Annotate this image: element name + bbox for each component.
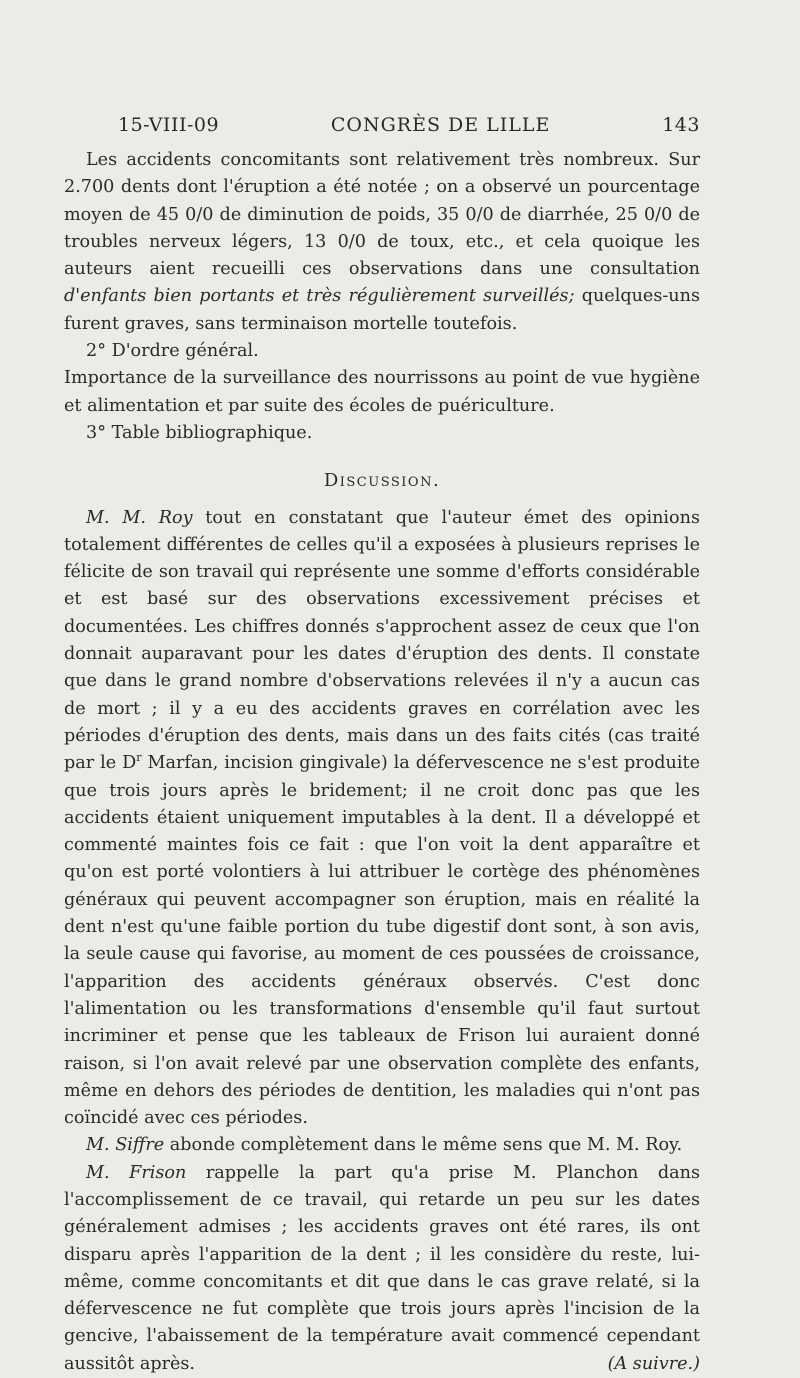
- header-date: 15-VIII-09: [118, 114, 220, 136]
- paragraph-siffre: [64, 1132, 700, 1159]
- paragraph-roy: [64, 505, 700, 1133]
- section-heading: Discussion.: [323, 470, 441, 492]
- paragraph-table-biblio: 3° Table bibliographique.: [86, 422, 313, 443]
- paragraph-text: abonde complètement dans le même sens que M. M. Roy.: [164, 1135, 683, 1156]
- paragraph-text: rappelle la part qu'a prise M. Planchon dans l'accomplissement de ce travail, qui retarde un peu sur les dates généralement admises ; les accidents graves ont été rares, ils ont disparu après l'apparition de la dent ; il les considère du reste, lui-même, comme concomitants et dit que dans le cas grave relaté, si la défervescence ne fut complète que trois jours après l'incision de la gencive, l'abaissement de la température avait commencé cependant aussitôt après.: [64, 1162, 700, 1374]
- superscript: r: [136, 751, 142, 765]
- paragraph-frison: [64, 1160, 700, 1378]
- paragraph-ordre-general: 2° D'ordre général.: [86, 341, 259, 362]
- paragraph-text: quelques-uns furent graves, sans terminaison mortelle toutefois.: [64, 286, 700, 334]
- header-title: CONGRÈS DE LILLE: [330, 114, 551, 136]
- paragraph-text: Les accidents concomitants sont relativement très nombreux. Sur 2.700 dents dont l'éruption a été notée ; on a observé un pourcentage moyen de 45 0/0 de diminution de poids, 35 0/0 de diarrhée, 25 0/0 de troubles nerveux légers, 13 0/0 de toux, etc., et cela quoique les auteurs aient recueilli ces observations dans une consultation: [64, 150, 700, 280]
- paragraph-text: tout en constatant que l'auteur émet des opinions totalement différentes de celles qu'il a exposées à plusieurs reprises le félicite de son travail qui représente une somme d'efforts considérable et est basé sur des observations excessivement précises et documentées. Les chiffres donnés s'approchent assez de ceux que l'on donnait auparavant pour les dates d'éruption des dents. Il constate que dans le grand nombre d'observations relevées il n'y a aucun cas de mort ; il y a eu des accidents graves en corrélation avec les périodes d'éruption des dents, mais dans un des faits cités (cas traité par le D: [64, 507, 700, 774]
- page-number: 143: [662, 114, 700, 136]
- page-body: [64, 147, 700, 1378]
- speaker-name: M. Frison: [86, 1162, 187, 1183]
- to-be-continued: (A suivre.): [607, 1353, 700, 1374]
- speaker-name: M. M. Roy: [86, 507, 193, 528]
- running-header: [118, 114, 700, 144]
- paragraph-importance: Importance de la surveillance des nourrissons au point de vue hygiène et alimentation et par suite des écoles de puériculture.: [64, 368, 700, 416]
- italic-phrase: d'enfants bien portants et très régulièrement surveillés;: [64, 286, 575, 307]
- speaker-name: M. Siffre: [86, 1135, 165, 1156]
- paragraph-text: Marfan, incision gingivale) la défervescence ne s'est produite que trois jours après le bridement; il ne croit donc pas que les accidents étaient uniquement imputables à la dent. Il a développé et commenté maintes fois ce fait : que l'on voit la dent apparaître et qu'on est porté volontiers à lui attribuer le cortège des phénomènes généraux qui peuvent accompagner son éruption, mais en réalité la dent n'est qu'une faible portion du tube digestif dont sont, à son avis, la seule cause qui favorise, au moment de ces poussées de croissance, l'apparition des accidents généraux observés. C'est donc l'alimentation ou les transformations d'ensemble qu'il faut surtout incriminer et pense que les tableaux de Frison lui auraient donné raison, si l'on avait relevé par une observation complète des enfants, même en dehors des périodes de dentition, les maladies qui n'ont pas coïncidé avec ces périodes.: [64, 753, 700, 1129]
- paragraph-accidents: [64, 147, 700, 338]
